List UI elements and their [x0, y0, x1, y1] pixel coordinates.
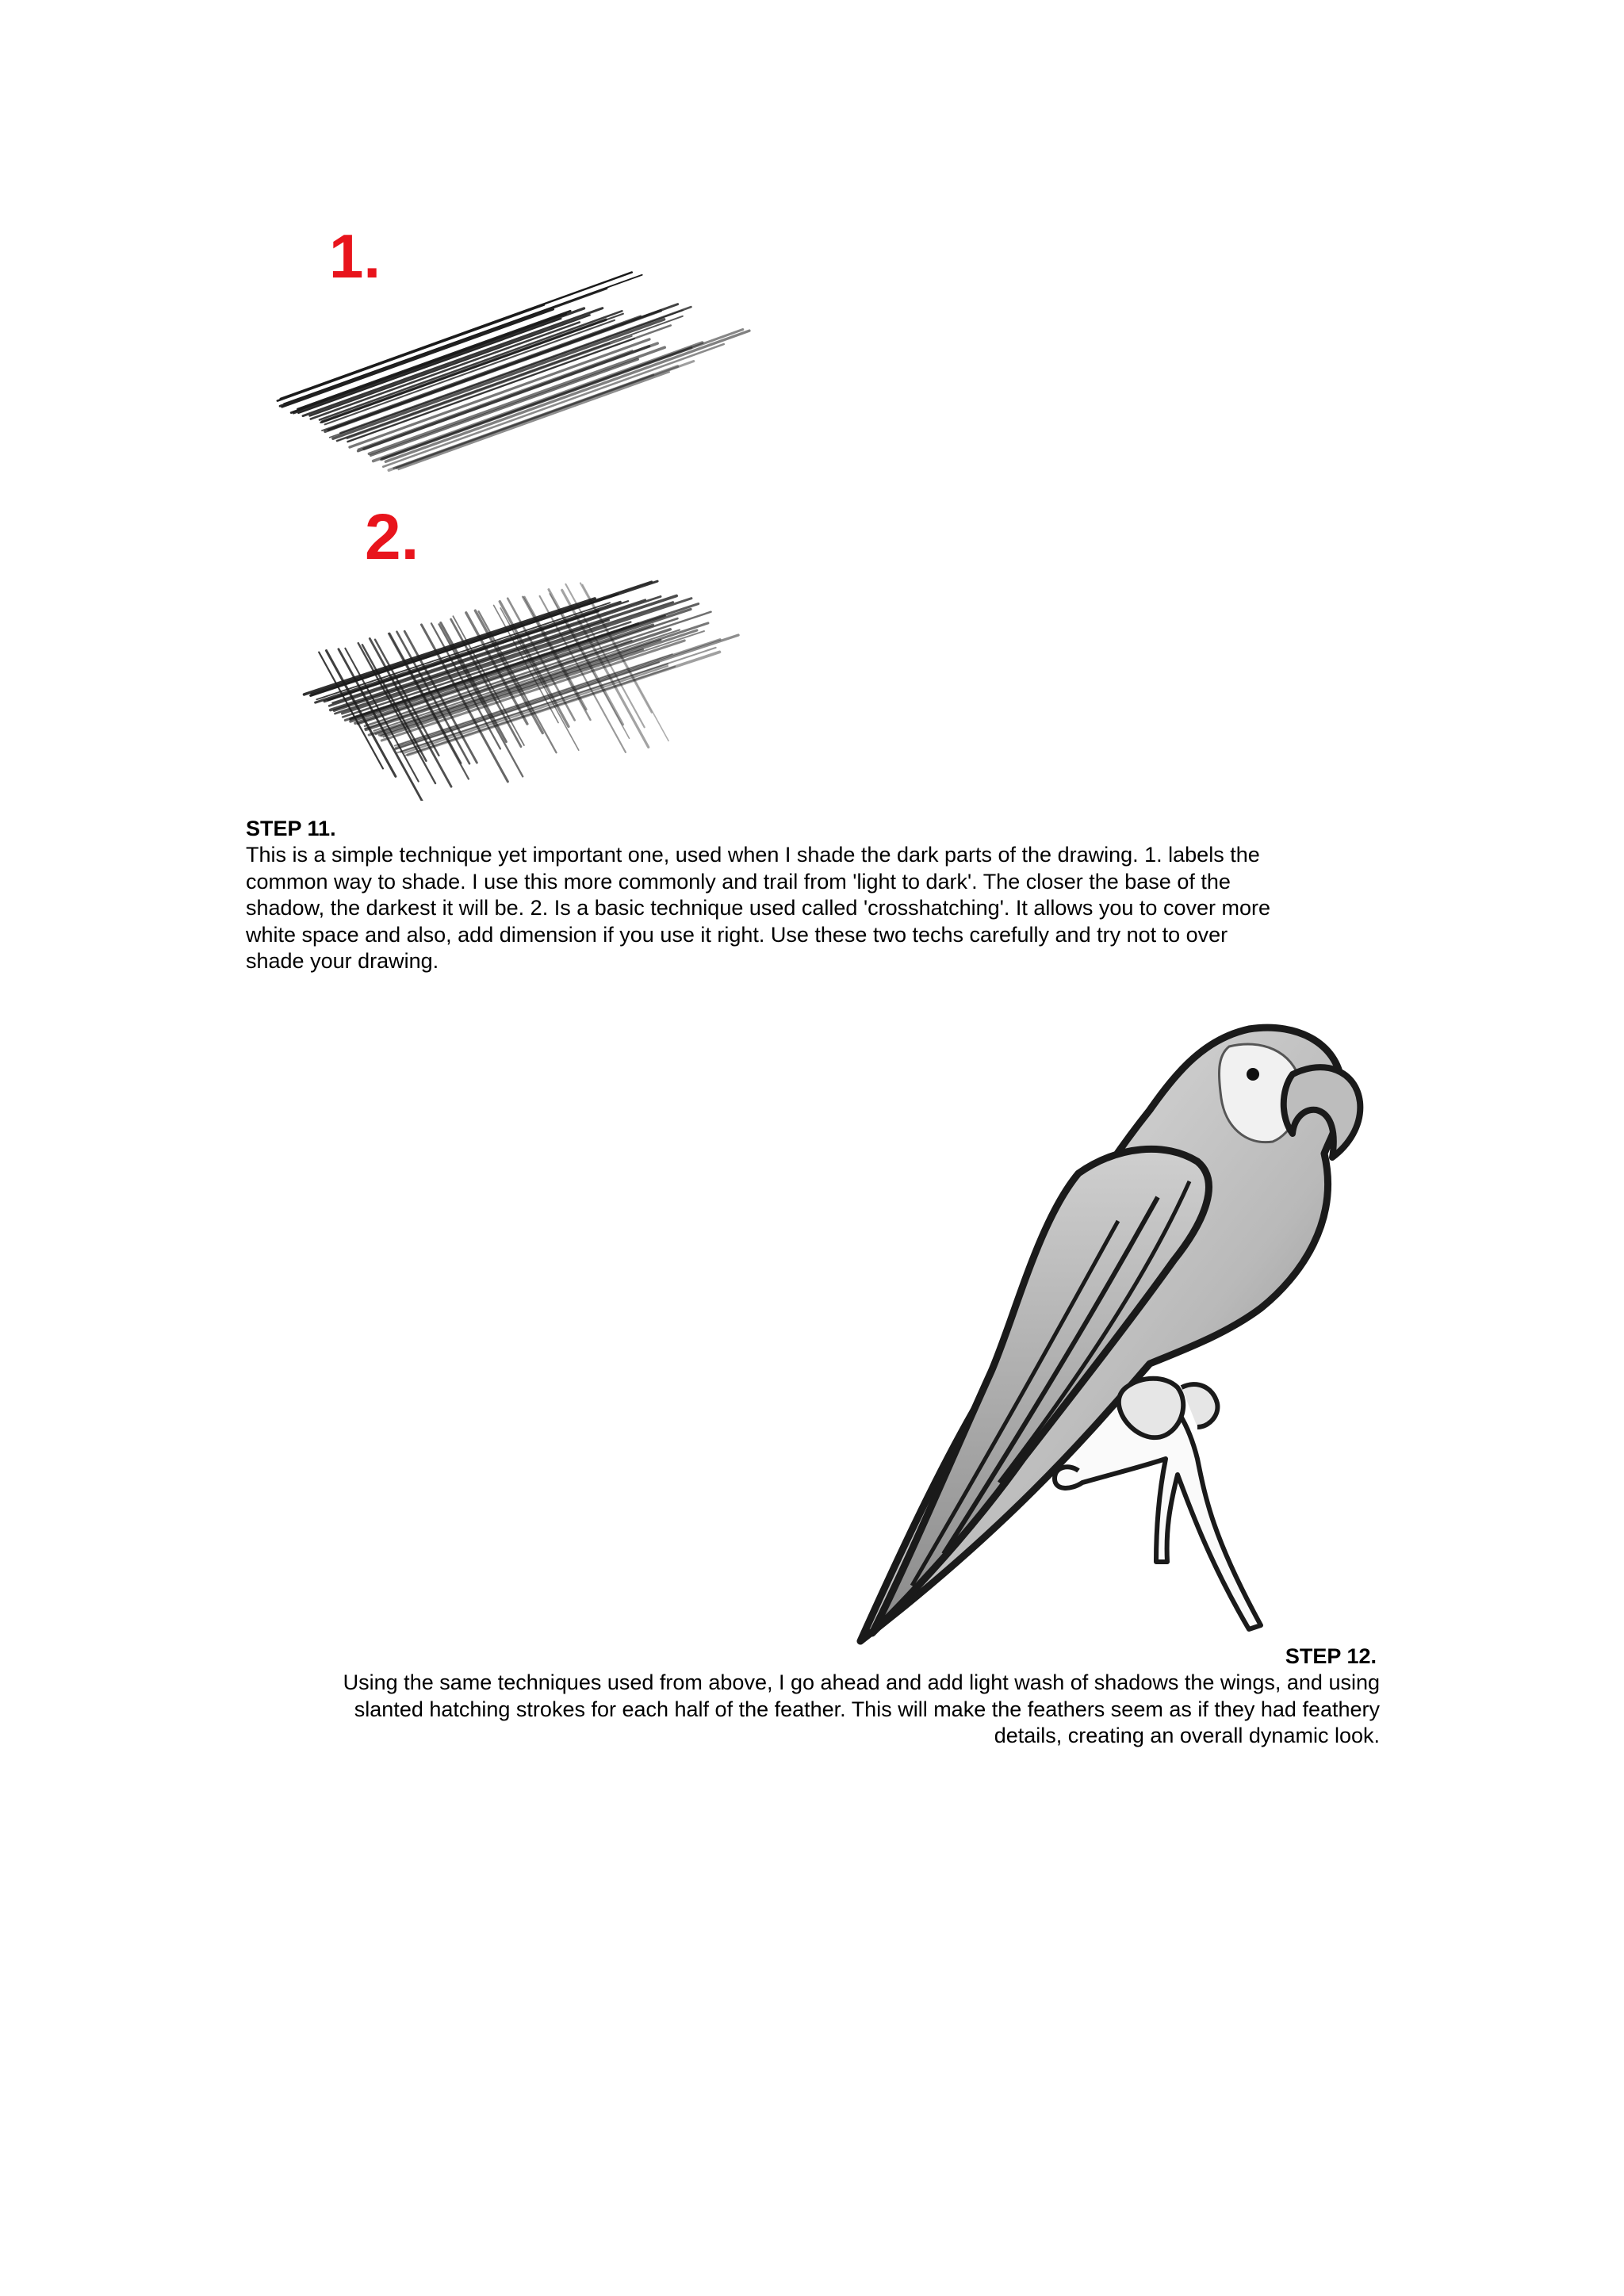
parrot-illustration [817, 1015, 1396, 1657]
step-11-title: STEP 11. [246, 817, 336, 840]
crosshatching-sample-label: 2. [365, 501, 419, 573]
step-12-description: Using the same techniques used from above, I go ahead and add light wash of shadows the wings, and using slanted hatching strokes for each half of the feather. This will make the feathers seem as if they had feathery details, creating an overall dynamic look. [343, 1670, 1380, 1747]
feet [1119, 1379, 1218, 1437]
pencil-stroke [297, 311, 570, 409]
pencil-stroke [311, 322, 580, 419]
step-11-description: This is a simple technique yet important one, used when I shade the dark parts of the drawing. 1. labels the common way to shade. I use this more commonly and trail from 'light to dark'. The closer the base of the shadow, the darkest it will be. 2. Is a basic technique used called 'crosshatching'. It allows you to cover more white space and also, add dimension if you use it right. Use these two techs carefully and try not to over shade your drawing. [246, 843, 1270, 973]
hatching-sample-label: 1. [329, 221, 381, 291]
crosshatching-sample [304, 581, 738, 801]
pencil-stroke [329, 596, 661, 706]
eye [1247, 1068, 1259, 1081]
step-12-title: STEP 12. [1285, 1644, 1377, 1668]
hatching-sample [278, 272, 749, 470]
pencil-stroke [282, 309, 553, 407]
hatching-examples-illustration [254, 206, 841, 801]
